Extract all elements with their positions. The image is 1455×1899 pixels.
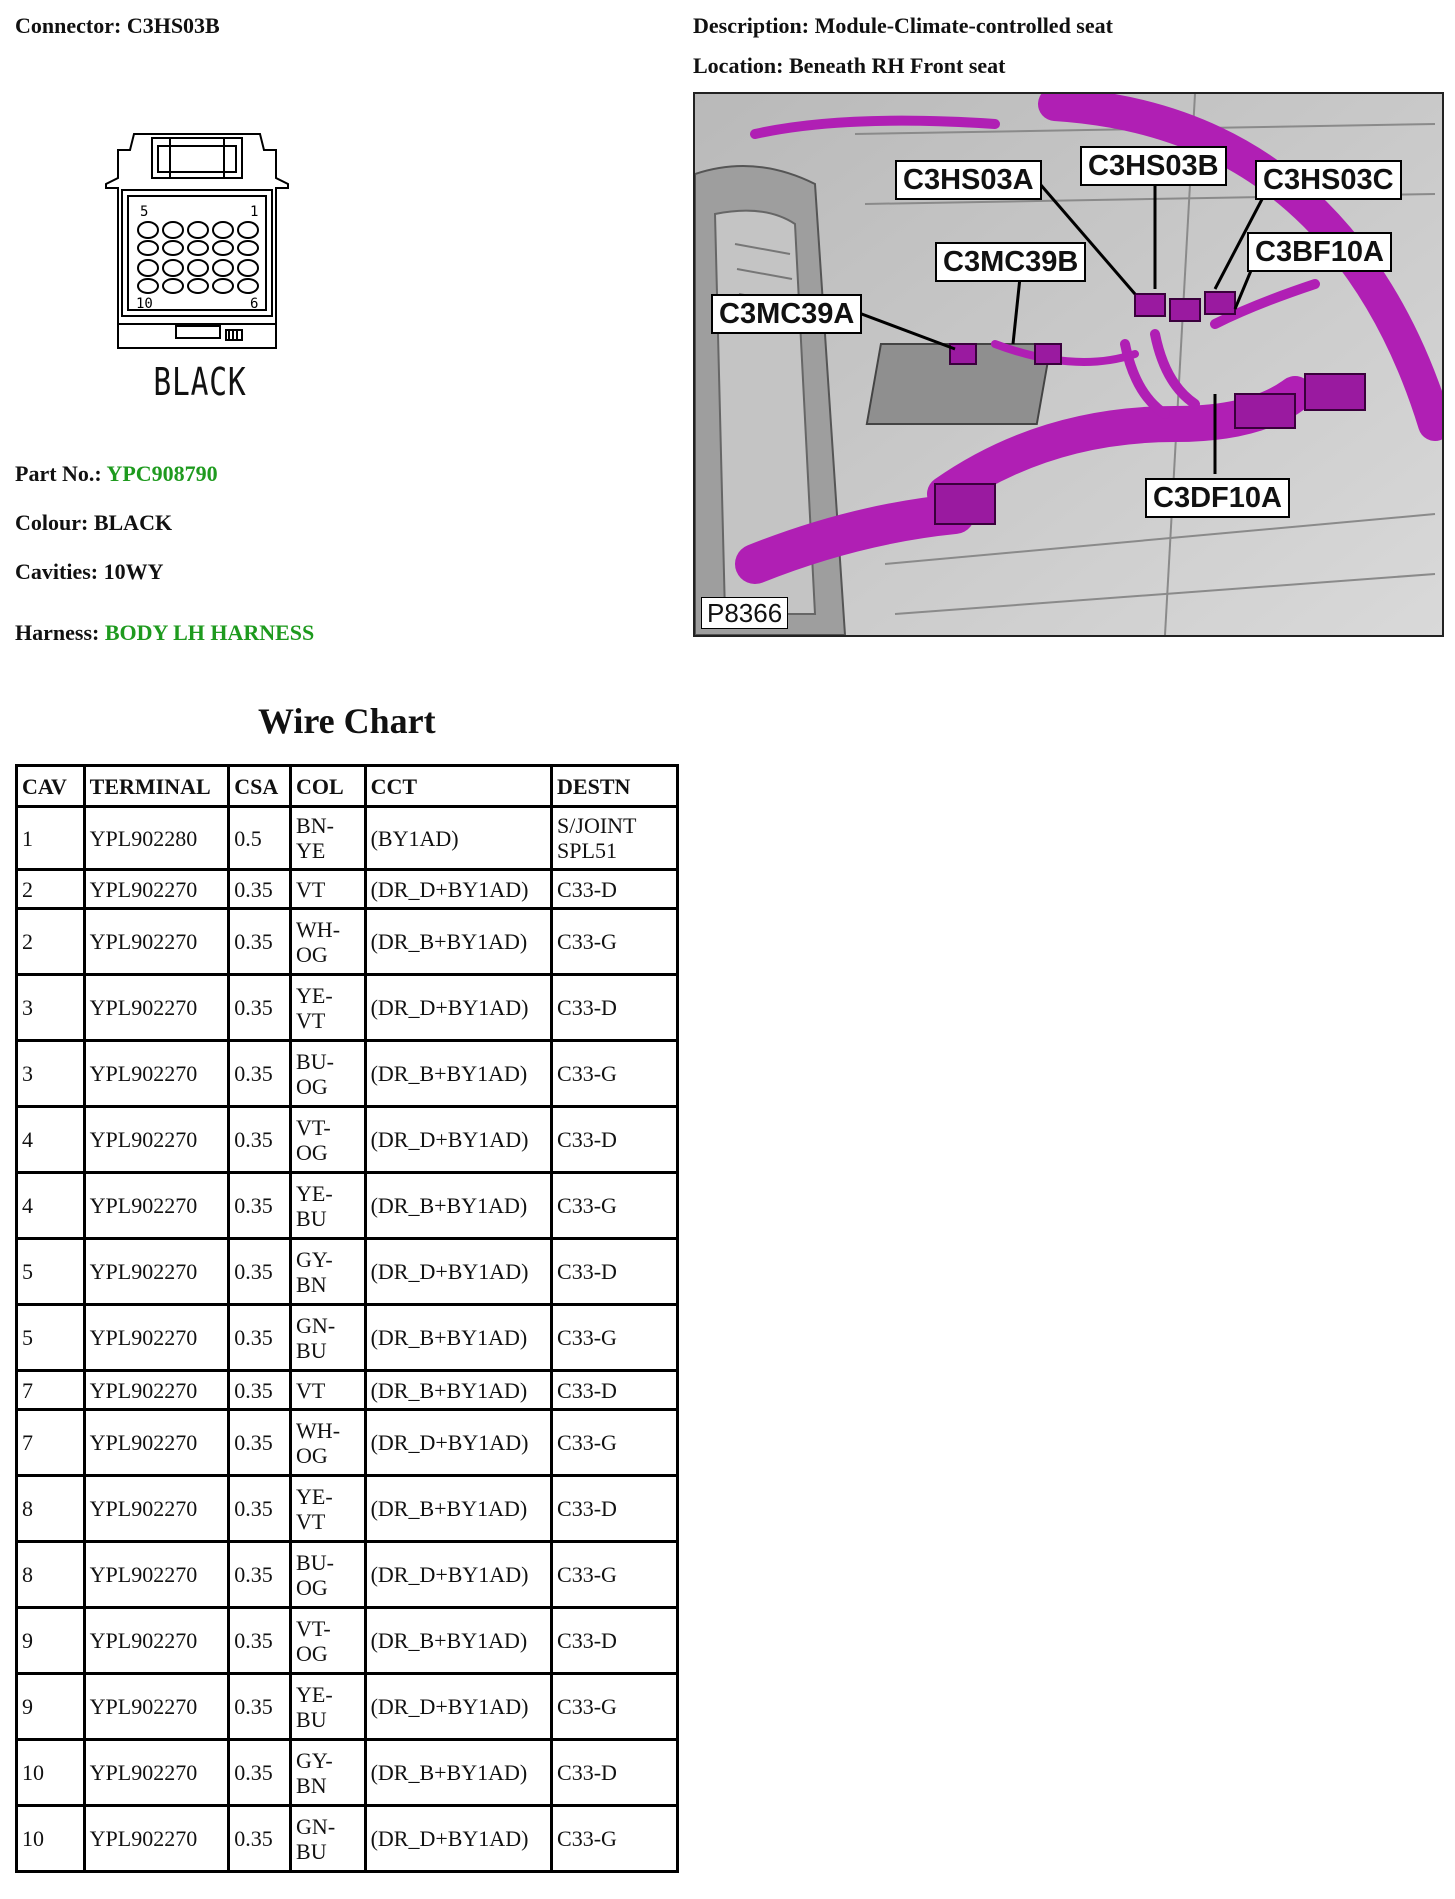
cell-cav: 10: [18, 1741, 86, 1807]
pin-number-1: 1: [250, 204, 259, 220]
cell-cct: (DR_D+BY1AD): [367, 871, 553, 910]
cell-terminal: YPL902270: [86, 1174, 231, 1240]
table-row: [18, 1741, 679, 1807]
connector-id: [15, 13, 220, 39]
cavities: [15, 559, 163, 585]
location-photo: [693, 92, 1444, 637]
colour: [15, 510, 172, 536]
cell-destn: C33-D: [553, 1477, 679, 1543]
part-number-label: Part No.:: [15, 461, 102, 486]
wire-chart-title: Wire Chart: [258, 701, 436, 741]
table-row: [18, 910, 679, 976]
cell-terminal: YPL902270: [86, 1807, 231, 1873]
cavities-label: Cavities:: [15, 559, 99, 584]
cell-col: YE- VT: [292, 976, 367, 1042]
cell-cav: 9: [18, 1675, 86, 1741]
connector-value: C3HS03B: [126, 13, 220, 38]
harness-link[interactable]: BODY LH HARNESS: [104, 620, 315, 645]
callout-c3mc39b: C3MC39B: [935, 242, 1086, 282]
table-row: [18, 1411, 679, 1477]
cell-csa: 0.5: [230, 808, 292, 871]
location-label: Location:: [693, 53, 784, 78]
cell-csa: 0.35: [230, 976, 292, 1042]
cell-cct: (DR_D+BY1AD): [367, 1411, 553, 1477]
colour-value: BLACK: [93, 510, 173, 535]
cell-csa: 0.35: [230, 1477, 292, 1543]
wire-chart-table: [15, 764, 679, 1873]
cell-csa: 0.35: [230, 1240, 292, 1306]
cell-terminal: YPL902270: [86, 910, 231, 976]
table-row: [18, 1543, 679, 1609]
table-row: [18, 976, 679, 1042]
cell-col: YE- BU: [292, 1174, 367, 1240]
cell-terminal: YPL902270: [86, 1543, 231, 1609]
cell-terminal: YPL902270: [86, 871, 231, 910]
cell-terminal: YPL902270: [86, 976, 231, 1042]
column-header-csa: CSA: [230, 767, 292, 808]
column-header-cct: CCT: [367, 767, 553, 808]
cell-cav: 1: [18, 808, 86, 871]
cell-cav: 2: [18, 910, 86, 976]
cell-col: VT- OG: [292, 1108, 367, 1174]
cell-csa: 0.35: [230, 871, 292, 910]
cell-col: VT: [292, 871, 367, 910]
cell-destn: C33-D: [553, 976, 679, 1042]
cell-destn: S/JOINT SPL51: [553, 808, 679, 871]
cell-cct: (DR_D+BY1AD): [367, 1675, 553, 1741]
connector-colour-caption: BLACK: [153, 360, 247, 404]
cell-col: GY- BN: [292, 1240, 367, 1306]
cell-csa: 0.35: [230, 1108, 292, 1174]
cell-cav: 5: [18, 1306, 86, 1372]
cell-terminal: YPL902270: [86, 1306, 231, 1372]
cell-cct: (DR_D+BY1AD): [367, 1240, 553, 1306]
cell-terminal: YPL902280: [86, 808, 231, 871]
cell-terminal: YPL902270: [86, 1609, 231, 1675]
part-number-link[interactable]: YPC908790: [106, 461, 218, 486]
cell-cav: 2: [18, 871, 86, 910]
pin-number-10: 10: [136, 296, 153, 312]
cell-col: BU- OG: [292, 1543, 367, 1609]
cell-destn: C33-G: [553, 1675, 679, 1741]
column-header-col: COL: [292, 767, 367, 808]
cell-cav: 3: [18, 976, 86, 1042]
cell-destn: C33-G: [553, 1543, 679, 1609]
description-label: Description:: [693, 13, 810, 38]
photo-id: P8366: [701, 597, 788, 629]
cell-csa: 0.35: [230, 1543, 292, 1609]
cell-terminal: YPL902270: [86, 1108, 231, 1174]
cell-terminal: YPL902270: [86, 1675, 231, 1741]
table-row: [18, 1306, 679, 1372]
cell-cav: 5: [18, 1240, 86, 1306]
cell-cct: (DR_B+BY1AD): [367, 1741, 553, 1807]
location: [693, 53, 1005, 79]
cell-cct: (DR_B+BY1AD): [367, 910, 553, 976]
cell-destn: C33-G: [553, 1174, 679, 1240]
harness-label: Harness:: [15, 620, 100, 645]
description: [693, 13, 1113, 39]
cell-destn: C33-D: [553, 871, 679, 910]
cell-col: GN- BU: [292, 1807, 367, 1873]
cell-col: BN- YE: [292, 808, 367, 871]
cell-csa: 0.35: [230, 1675, 292, 1741]
colour-label: Colour:: [15, 510, 89, 535]
cell-cct: (DR_B+BY1AD): [367, 1042, 553, 1108]
cell-col: WH- OG: [292, 910, 367, 976]
cell-cct: (DR_B+BY1AD): [367, 1372, 553, 1411]
cell-col: YE- BU: [292, 1675, 367, 1741]
callout-c3df10a: C3DF10A: [1145, 478, 1290, 518]
cell-cav: 3: [18, 1042, 86, 1108]
callout-c3mc39a: C3MC39A: [711, 294, 862, 334]
cell-col: VT- OG: [292, 1609, 367, 1675]
cell-terminal: YPL902270: [86, 1411, 231, 1477]
cell-cav: 8: [18, 1543, 86, 1609]
cell-cct: (DR_B+BY1AD): [367, 1477, 553, 1543]
table-row: [18, 1042, 679, 1108]
cell-destn: C33-G: [553, 1411, 679, 1477]
cell-col: WH- OG: [292, 1411, 367, 1477]
cell-csa: 0.35: [230, 1372, 292, 1411]
cell-destn: C33-D: [553, 1372, 679, 1411]
harness: [15, 620, 314, 646]
cell-cct: (DR_B+BY1AD): [367, 1174, 553, 1240]
cell-csa: 0.35: [230, 910, 292, 976]
cell-cct: (BY1AD): [367, 808, 553, 871]
table-header-row: [18, 767, 679, 808]
table-row: [18, 1108, 679, 1174]
table-row: [18, 1477, 679, 1543]
cell-cct: (DR_D+BY1AD): [367, 976, 553, 1042]
description-value: Module-Climate-controlled seat: [814, 13, 1113, 38]
cell-destn: C33-D: [553, 1609, 679, 1675]
cell-csa: 0.35: [230, 1609, 292, 1675]
connector-label: Connector:: [15, 13, 122, 38]
cell-cav: 4: [18, 1108, 86, 1174]
cell-destn: C33-D: [553, 1240, 679, 1306]
pin-number-6: 6: [250, 296, 259, 312]
table-row: [18, 1675, 679, 1741]
cell-terminal: YPL902270: [86, 1477, 231, 1543]
part-number: [15, 461, 218, 487]
cell-csa: 0.35: [230, 1042, 292, 1108]
callout-c3hs03b: C3HS03B: [1080, 146, 1227, 186]
cell-cct: (DR_D+BY1AD): [367, 1543, 553, 1609]
cell-destn: C33-D: [553, 1741, 679, 1807]
column-header-destn: DESTN: [553, 767, 679, 808]
cell-cav: 7: [18, 1372, 86, 1411]
callout-c3hs03c: C3HS03C: [1255, 160, 1402, 200]
cell-destn: C33-D: [553, 1108, 679, 1174]
cell-col: GY- BN: [292, 1741, 367, 1807]
cell-csa: 0.35: [230, 1807, 292, 1873]
cell-terminal: YPL902270: [86, 1042, 231, 1108]
cell-csa: 0.35: [230, 1411, 292, 1477]
callout-c3bf10a: C3BF10A: [1247, 232, 1392, 272]
column-header-terminal: TERMINAL: [86, 767, 231, 808]
cell-destn: C33-G: [553, 910, 679, 976]
cell-cav: 9: [18, 1609, 86, 1675]
column-header-cav: CAV: [18, 767, 86, 808]
cell-cct: (DR_D+BY1AD): [367, 1108, 553, 1174]
cell-terminal: YPL902270: [86, 1741, 231, 1807]
cell-cct: (DR_B+BY1AD): [367, 1609, 553, 1675]
cell-csa: 0.35: [230, 1306, 292, 1372]
table-row: [18, 871, 679, 910]
cell-cct: (DR_B+BY1AD): [367, 1306, 553, 1372]
cell-cav: 7: [18, 1411, 86, 1477]
cell-cct: (DR_D+BY1AD): [367, 1807, 553, 1873]
cell-col: GN- BU: [292, 1306, 367, 1372]
table-row: [18, 1807, 679, 1873]
cavities-value: 10WY: [103, 559, 164, 584]
location-value: Beneath RH Front seat: [788, 53, 1006, 78]
cell-cav: 4: [18, 1174, 86, 1240]
cell-csa: 0.35: [230, 1174, 292, 1240]
table-row: [18, 1174, 679, 1240]
cell-csa: 0.35: [230, 1741, 292, 1807]
cell-terminal: YPL902270: [86, 1240, 231, 1306]
cell-col: BU- OG: [292, 1042, 367, 1108]
cell-col: YE- VT: [292, 1477, 367, 1543]
cell-col: VT: [292, 1372, 367, 1411]
table-row: [18, 808, 679, 871]
table-row: [18, 1609, 679, 1675]
cell-terminal: YPL902270: [86, 1372, 231, 1411]
table-row: [18, 1372, 679, 1411]
pin-number-5: 5: [140, 204, 149, 220]
callout-c3hs03a: C3HS03A: [895, 160, 1042, 200]
cell-destn: C33-G: [553, 1306, 679, 1372]
cell-destn: C33-G: [553, 1807, 679, 1873]
wire-chart-body: [18, 808, 679, 1873]
cell-destn: C33-G: [553, 1042, 679, 1108]
cell-cav: 8: [18, 1477, 86, 1543]
cell-cav: 10: [18, 1807, 86, 1873]
table-row: [18, 1240, 679, 1306]
